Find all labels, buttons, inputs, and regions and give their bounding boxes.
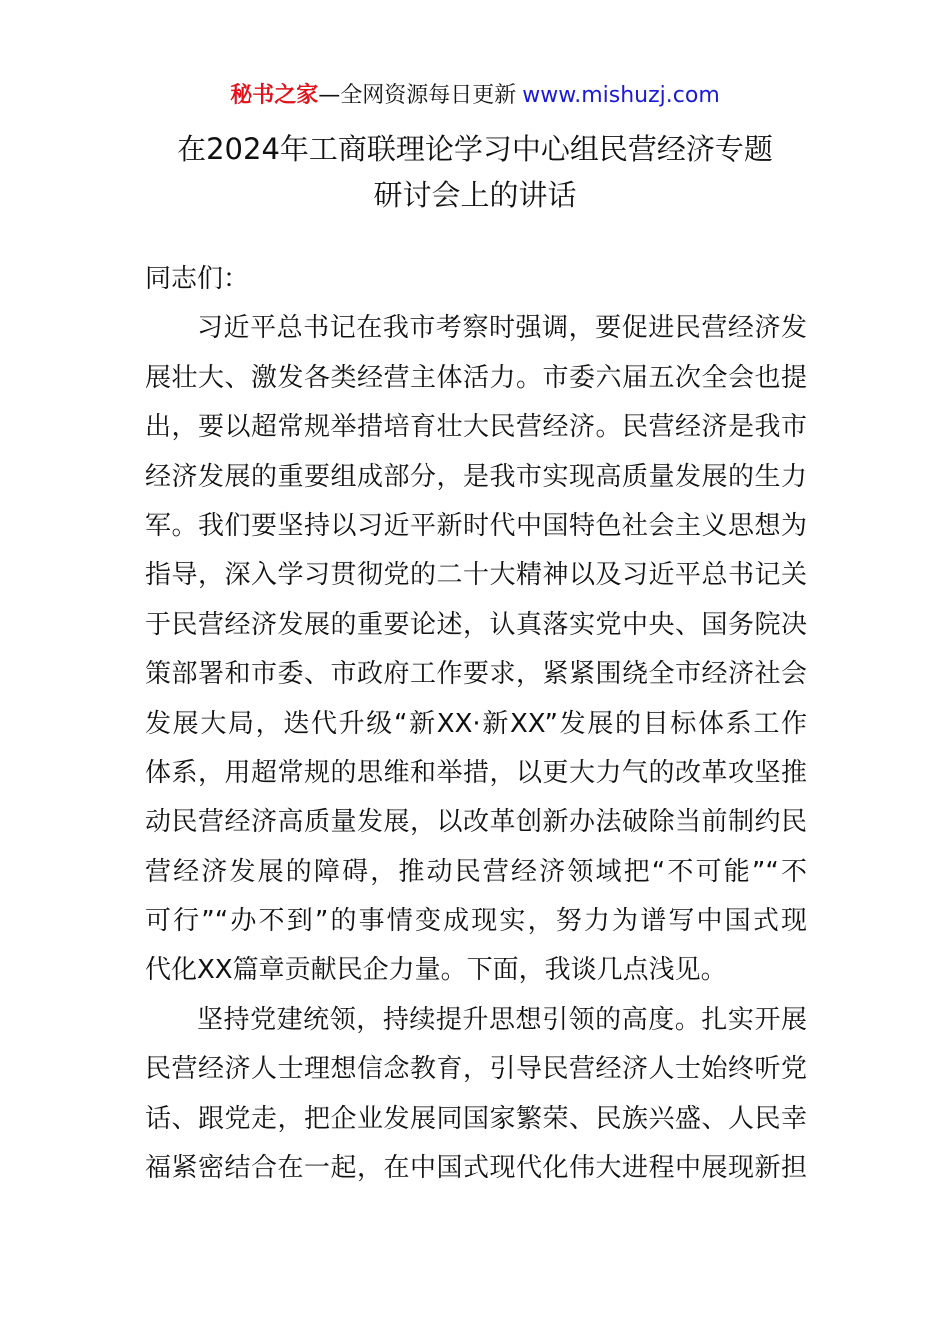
paragraph-line: 福紧密结合在一起，在中国式现代化伟大进程中展现新担	[145, 1153, 807, 1184]
paragraph-line: 营经济发展的障碍，推动民营经济领域把“不可能”“不	[145, 856, 807, 887]
paragraph-line: 发展大局，迭代升级“新XX·新XX”发展的目标体系工作	[145, 708, 807, 739]
document-body	[145, 255, 807, 1193]
header-tagline: 全网资源每日更新	[340, 83, 517, 108]
document-title	[100, 126, 850, 218]
paragraph-line: 出，要以超常规举措培育壮大民营经济。民营经济是我市	[145, 412, 807, 443]
paragraph-1	[145, 304, 807, 995]
salutation: 同志们：	[145, 264, 250, 294]
paragraph-line: 于民营经济发展的重要论述，认真落实党中央、国务院决	[145, 609, 807, 640]
paragraph-line: 话、跟党走，把企业发展同国家繁荣、民族兴盛、人民幸	[145, 1103, 807, 1134]
paragraph-line: 体系，用超常规的思维和举措，以更大力气的改革攻坚推	[145, 757, 807, 788]
paragraph-line: 策部署和市委、市政府工作要求，紧紧围绕全市经济社会	[145, 659, 807, 690]
paragraph-line: 指导，深入学习贯彻党的二十大精神以及习近平总书记关	[145, 560, 807, 591]
paragraph-line: 展壮大、激发各类经营主体活力。市委六届五次全会也提	[145, 362, 807, 393]
site-url-link[interactable]: www.mishuzj.com	[522, 83, 720, 108]
paragraph-line: 习近平总书记在我市考察时强调，要促进民营经济发	[197, 313, 807, 344]
paragraph-line: 经济发展的重要组成部分，是我市实现高质量发展的生力	[145, 461, 807, 492]
paragraph-line: 可行”“办不到”的事情变成现实，努力为谱写中国式现	[145, 906, 807, 937]
paragraph-line: 军。我们要坚持以习近平新时代中国特色社会主义思想为	[145, 510, 807, 541]
title-line-1: 在2024年工商联理论学习中心组民营经济专题	[177, 132, 773, 166]
header-dash: —	[318, 83, 341, 108]
paragraph-line: 动民营经济高质量发展，以改革创新办法破除当前制约民	[145, 807, 807, 838]
paragraph-line: 代化XX篇章贡献民企力量。下面，我谈几点浅见。	[145, 955, 727, 986]
brand-name: 秘书之家	[230, 83, 319, 108]
paragraph-line: 民营经济人士理想信念教育，引导民营经济人士始终听党	[145, 1054, 807, 1085]
site-header	[0, 80, 950, 112]
paragraph-2	[145, 996, 807, 1194]
title-line-2: 研讨会上的讲话	[373, 178, 577, 212]
paragraph-line: 坚持党建统领，持续提升思想引领的高度。扎实开展	[197, 1004, 807, 1035]
